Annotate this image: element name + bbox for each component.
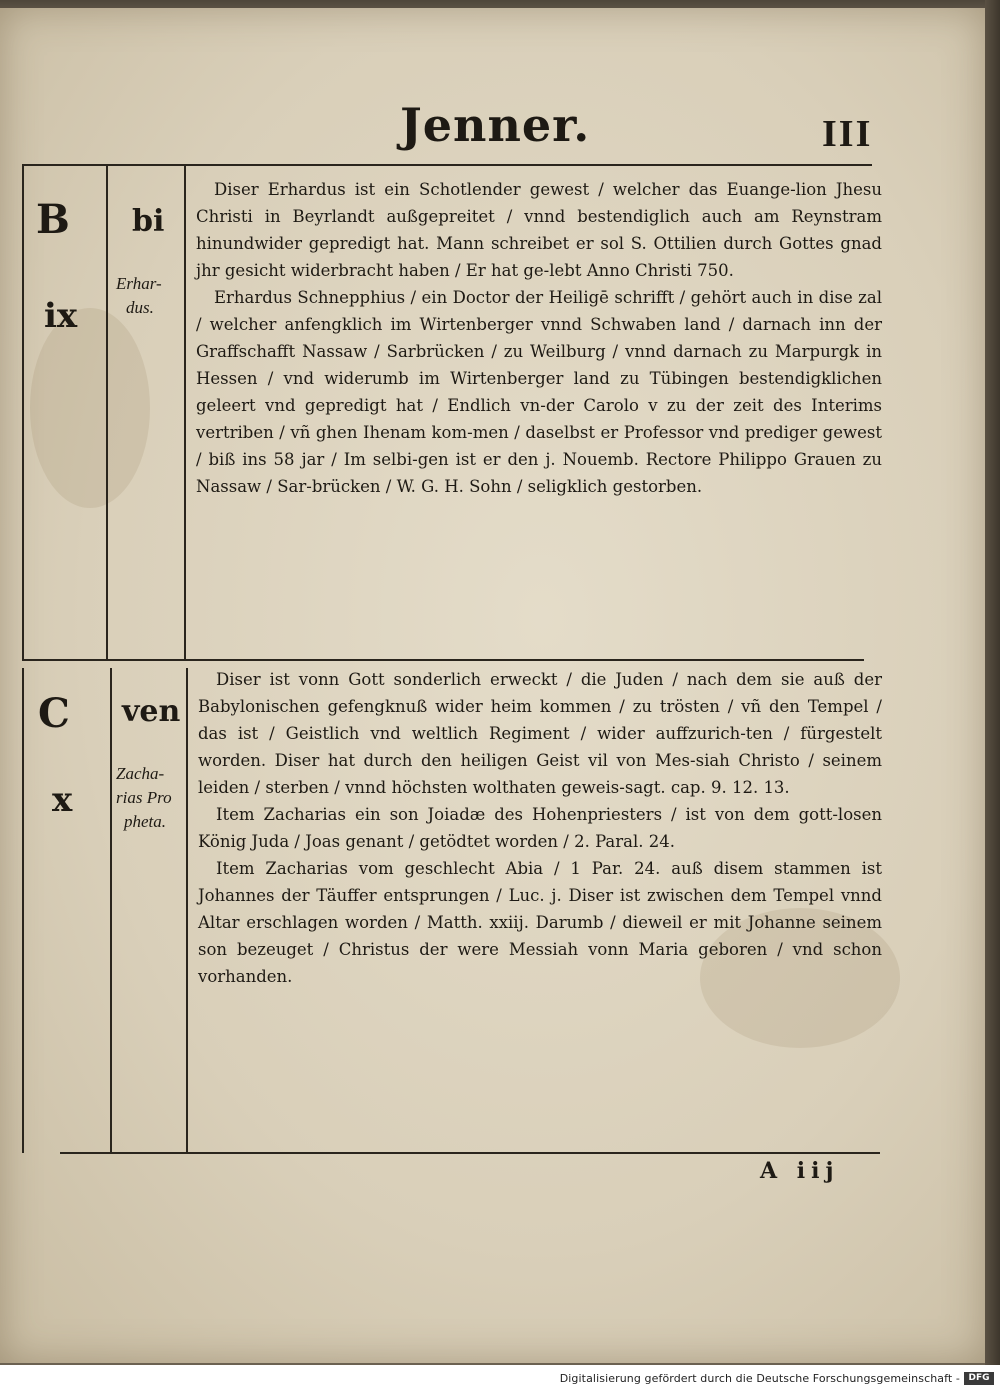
paragraph: Item Zacharias ein son Joiadæ des Hohenpriesters / ist von dem gott-losen König Juda / Joas genant / getödtet worden / 2. Paral. 24. xyxy=(198,805,882,851)
dominical-letter: C xyxy=(38,690,70,737)
catchword: A iij xyxy=(760,1158,840,1184)
entry-text xyxy=(196,176,882,500)
saint-name-line: Erhar- xyxy=(116,274,162,293)
bottom-rule xyxy=(60,1152,880,1154)
day-of-month: ven xyxy=(122,694,181,729)
header-rule xyxy=(22,164,872,166)
running-head-month: Jenner. xyxy=(400,98,591,152)
paragraph: Erhardus Schnepphius / ein Doctor der Heiligē schrifft / gehört auch in dise zal / welcher anfengklich im Wirtenberger vnnd Schwaben land / darnach inn der Graffschafft Nassaw / Sarbrücken / zu Weilburg / vnnd darnach zu Marpurgk in Hessen / vnd widerumb im Wirtenberger land zu Tübingen bestendigklichen geleert vnd gepredigt hat / Endlich vn-der Carolo v zu der zeit des Interims vertriben / vñ ghen Ihenam kom-men / daselbst er Professor vnd prediger gewest / biß ins 58 jar / Im selbi-gen ist er den j. Nouemb. Rectore Philippo Grauen zu Nassaw / Sar-brücken / W. G. H. Sohn / seligklich gestorben. xyxy=(196,288,882,496)
saint-name xyxy=(116,272,162,320)
day-of-month: bi xyxy=(132,204,165,239)
golden-number: x xyxy=(52,780,73,820)
saint-name-line: pheta. xyxy=(124,812,167,831)
saint-name-line: Zacha- xyxy=(116,764,165,783)
paragraph: Diser Erhardus ist ein Schotlender gewest / welcher das Euange-lion Jhesu Christi in Beyrlandt außgepreitet / vnnd bestendiglich auch am Reynstram hinundwider gepredigt hat. Mann schreibet er sol S. Ottilien durch Gottes gnad jhr gesicht widerbracht haben / Er hat ge-lebt Anno Christi 750. xyxy=(196,180,882,280)
saint-name-line: rias Pro xyxy=(116,788,172,807)
paragraph: Item Zacharias vom geschlecht Abia / 1 Par. 24. auß disem stammen ist Johannes der Täuffer entsprungen / Luc. j. Diser ist zwischen dem Tempel vnnd Altar erschlagen worden / Matth. xxiij. Darumb / dieweil er mit Johanne seinem son bezeuget / Christus der were Messiah vonn Maria geboren / vnd schon vorhanden. xyxy=(198,859,882,986)
saint-name-line: dus. xyxy=(126,298,154,317)
dfg-logo: DFG xyxy=(964,1372,994,1385)
entry-text xyxy=(198,666,882,990)
column-divider xyxy=(106,166,108,661)
paper-stain xyxy=(30,308,150,508)
left-border xyxy=(22,166,24,661)
folio-number: III xyxy=(822,113,873,155)
paragraph: Diser ist vonn Gott sonderlich erweckt / die Juden / nach dem sie auß der Babylonischen gefengknuß wider heim kommen / zu trösten / vñ den Tempel / das ist / Geistlich vnd weltlich Regiment / wider auffzurich-ten / fürgestelt worden. Diser hat durch den heiligen Geist vil von Mes-siah Christo / seinem leiden / sterben / vnnd höchsten wolthaten geweis-sagt. cap. 9. 12. 13. xyxy=(198,670,882,797)
funding-credit: Digitalisierung gefördert durch die Deutsche Forschungsgemeinschaft - xyxy=(559,1372,960,1385)
page-edge-right xyxy=(985,0,1000,1370)
dominical-letter: B xyxy=(36,196,70,243)
entry-rule xyxy=(22,659,864,661)
left-border xyxy=(22,668,24,1153)
column-divider xyxy=(110,668,112,1153)
golden-number: ix xyxy=(44,296,78,336)
column-divider xyxy=(184,166,186,661)
saint-name xyxy=(116,762,172,834)
column-divider xyxy=(186,668,188,1153)
